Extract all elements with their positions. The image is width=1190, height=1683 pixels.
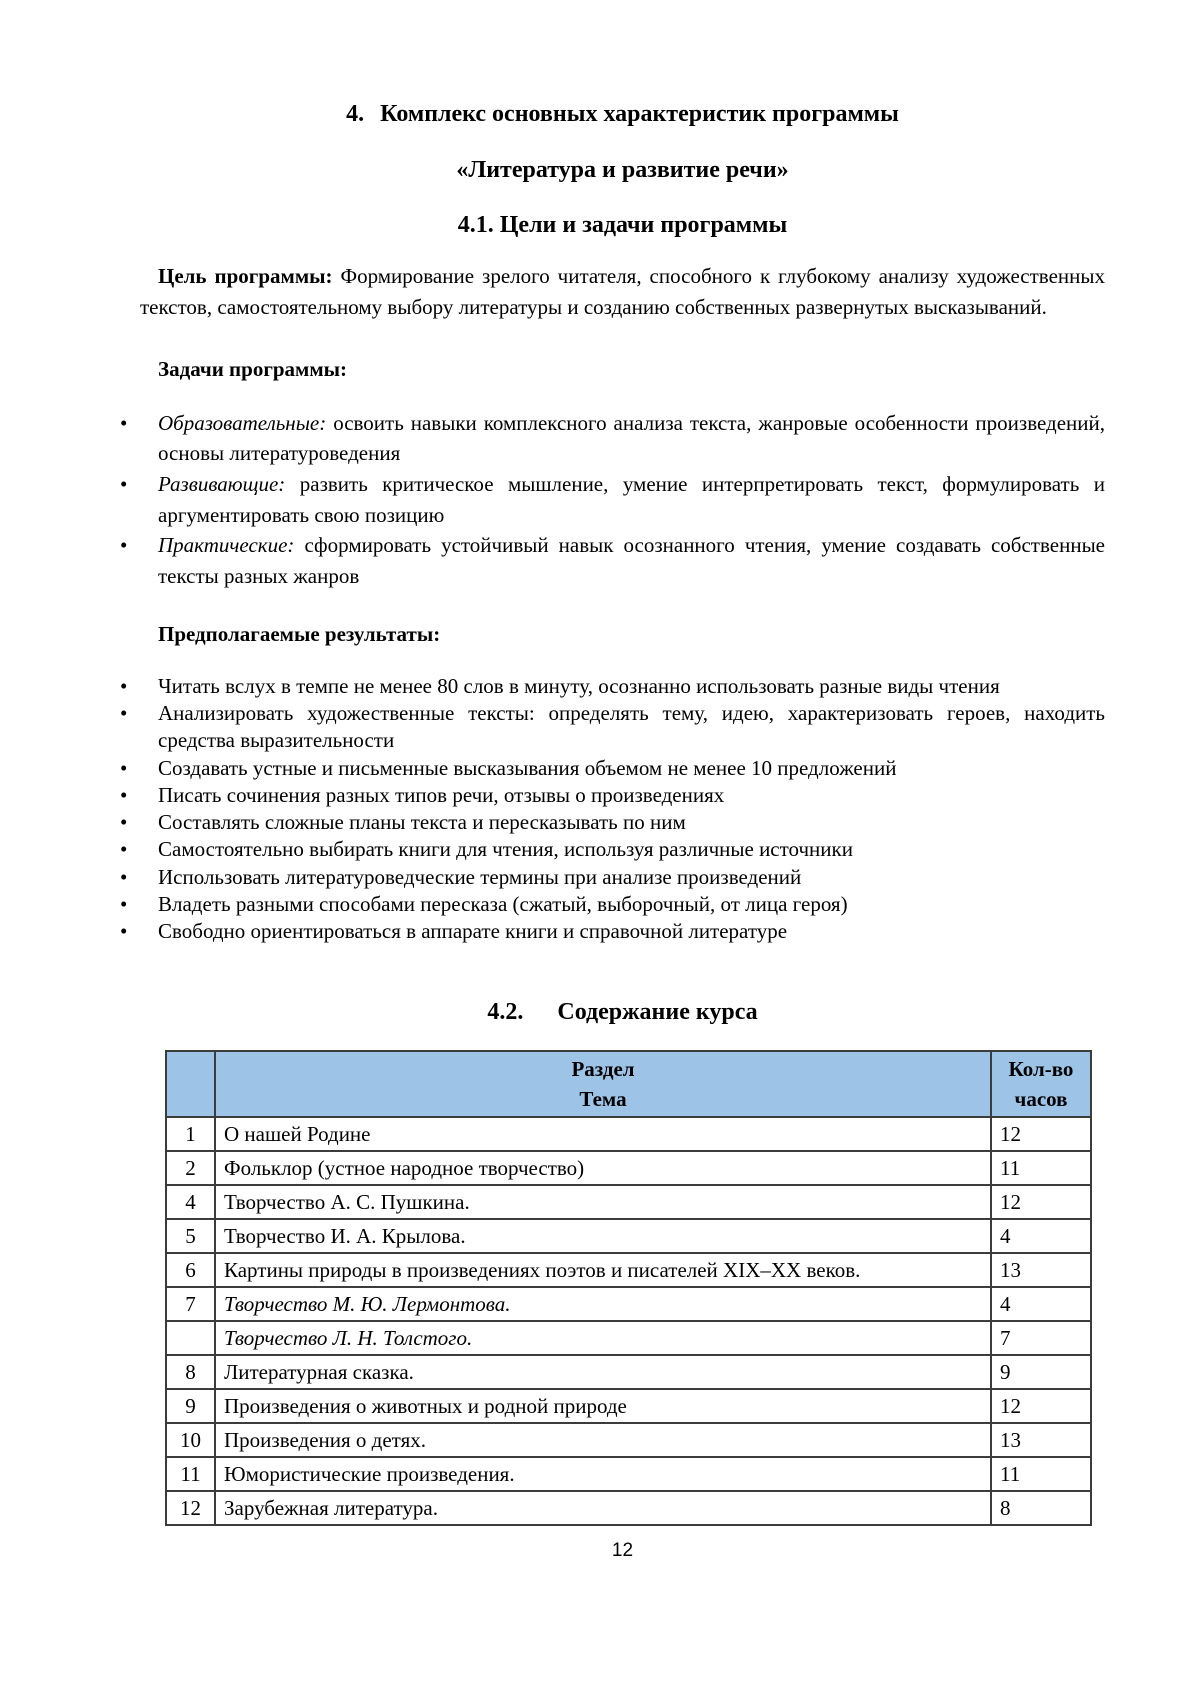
program-goal-paragraph [140,261,1105,322]
header-topic-cell [215,1051,991,1117]
header-hours-line2: часов [1014,1087,1068,1112]
list-item: • Свободно ориентироваться в аппарате книги и справочной литературе [158,918,1105,945]
list-item: • Создавать устные и письменные высказывания объемом не менее 10 предложений [158,755,1105,782]
topic-cell: О нашей Родине [215,1117,991,1151]
table-row [166,1491,1091,1525]
row-number-cell: 12 [166,1491,215,1525]
task-lead: Практические: [158,533,295,558]
hours-cell: 7 [991,1321,1091,1355]
row-number-cell: 5 [166,1219,215,1253]
section-4-2-heading [140,998,1105,1027]
title-number: 4. [346,101,365,127]
row-number-cell [166,1321,215,1355]
list-item: • Составлять сложные планы текста и пересказывать по ним [158,809,1105,836]
results-list [140,673,1105,946]
course-content-table [165,1050,1092,1526]
table-row [166,1287,1091,1321]
header-hours-line1: Кол-во [1008,1057,1074,1082]
topic-cell: Произведения о детях. [215,1423,991,1457]
list-item [158,408,1105,469]
list-item: • Владеть разными способами пересказа (сжатый, выборочный, от лица героя) [158,891,1105,918]
table-header-row [166,1051,1091,1117]
header-topic-line1: Раздел [571,1057,635,1082]
list-item [158,530,1105,591]
table-row [166,1355,1091,1389]
table-row [166,1185,1091,1219]
section-4-2-number: 4.2. [487,998,524,1025]
topic-cell: Творчество И. А. Крылова. [215,1219,991,1253]
topic-cell: Картины природы в произведениях поэтов и писателей XIX–XX веков. [215,1253,991,1287]
row-number-cell: 6 [166,1253,215,1287]
header-topic-line2: Тема [579,1087,627,1112]
topic-cell: Зарубежная литература. [215,1491,991,1525]
row-number-cell: 1 [166,1117,215,1151]
list-item: • Писать сочинения разных типов речи, отзывы о произведениях [158,782,1105,809]
row-number-cell: 2 [166,1151,215,1185]
table-row [166,1151,1091,1185]
hours-cell: 12 [991,1185,1091,1219]
table-row [166,1457,1091,1491]
title-text: Комплекс основных характеристик программы [380,101,899,127]
topic-cell: Произведения о животных и родной природе [215,1389,991,1423]
row-number-cell: 11 [166,1457,215,1491]
hours-cell: 12 [991,1389,1091,1423]
hours-cell: 13 [991,1253,1091,1287]
task-text: развить критическое мышление, умение интерпретировать текст, формулировать и аргументировать свою позицию [158,472,1105,527]
hours-cell: 13 [991,1423,1091,1457]
hours-cell: 9 [991,1355,1091,1389]
topic-cell: Юмористические произведения. [215,1457,991,1491]
hours-cell: 12 [991,1117,1091,1151]
topic-cell: Творчество М. Ю. Лермонтова. [215,1287,991,1321]
list-item [158,469,1105,530]
task-lead: Развивающие: [158,472,286,497]
hours-cell: 8 [991,1491,1091,1525]
topic-cell: Творчество Л. Н. Толстого. [215,1321,991,1355]
list-item: • Читать вслух в темпе не менее 80 слов в минуту, осознанно использовать разные виды чтения [158,673,1105,700]
section-4-2-text: Содержание курса [557,998,758,1025]
task-text: сформировать устойчивый навык осознанного чтения, умение создавать собственные тексты разных жанров [158,533,1105,588]
task-lead: Образовательные: [158,410,327,435]
topic-cell: Творчество А. С. Пушкина. [215,1185,991,1219]
hours-cell: 11 [991,1151,1091,1185]
list-item: • Самостоятельно выбирать книги для чтения, используя различные источники [158,836,1105,863]
results-heading: Предполагаемые результаты: [158,621,441,646]
table-row [166,1253,1091,1287]
task-text: освоить навыки комплексного анализа текста, жанровые особенности произведений, основы литературоведения [158,410,1105,466]
row-number-cell: 4 [166,1185,215,1219]
header-number-cell [166,1051,215,1117]
tasks-list [140,408,1105,592]
document-title [140,0,1105,129]
list-item: • Использовать литературоведческие термины при анализе произведений [158,864,1105,891]
hours-cell: 4 [991,1287,1091,1321]
table-row [166,1389,1091,1423]
page-number: 12 [611,1540,634,1562]
list-item: • Анализировать художественные тексты: определять тему, идею, характеризовать героев, находить средства выразительности [158,700,1105,755]
section-4-1-heading: 4.1. Цели и задачи программы [457,211,788,238]
row-number-cell: 10 [166,1423,215,1457]
table-row [166,1321,1091,1355]
topic-cell: Литературная сказка. [215,1355,991,1389]
goal-text: Формирование зрелого читателя, способного к глубокому анализу художественных текстов, самостоятельному выбору литературы и созданию собственных развернутых высказываний. [140,264,1105,320]
header-hours-cell [991,1051,1091,1117]
topic-cell: Фольклор (устное народное творчество) [215,1151,991,1185]
tasks-heading: Задачи программы: [158,356,348,381]
hours-cell: 4 [991,1219,1091,1253]
row-number-cell: 9 [166,1389,215,1423]
table-row [166,1423,1091,1457]
table-row [166,1219,1091,1253]
row-number-cell: 7 [166,1287,215,1321]
goal-lead: Цель программы: [158,264,333,289]
hours-cell: 11 [991,1457,1091,1491]
document-subtitle: «Литература и развитие речи» [456,156,789,183]
row-number-cell: 8 [166,1355,215,1389]
table-row [166,1117,1091,1151]
